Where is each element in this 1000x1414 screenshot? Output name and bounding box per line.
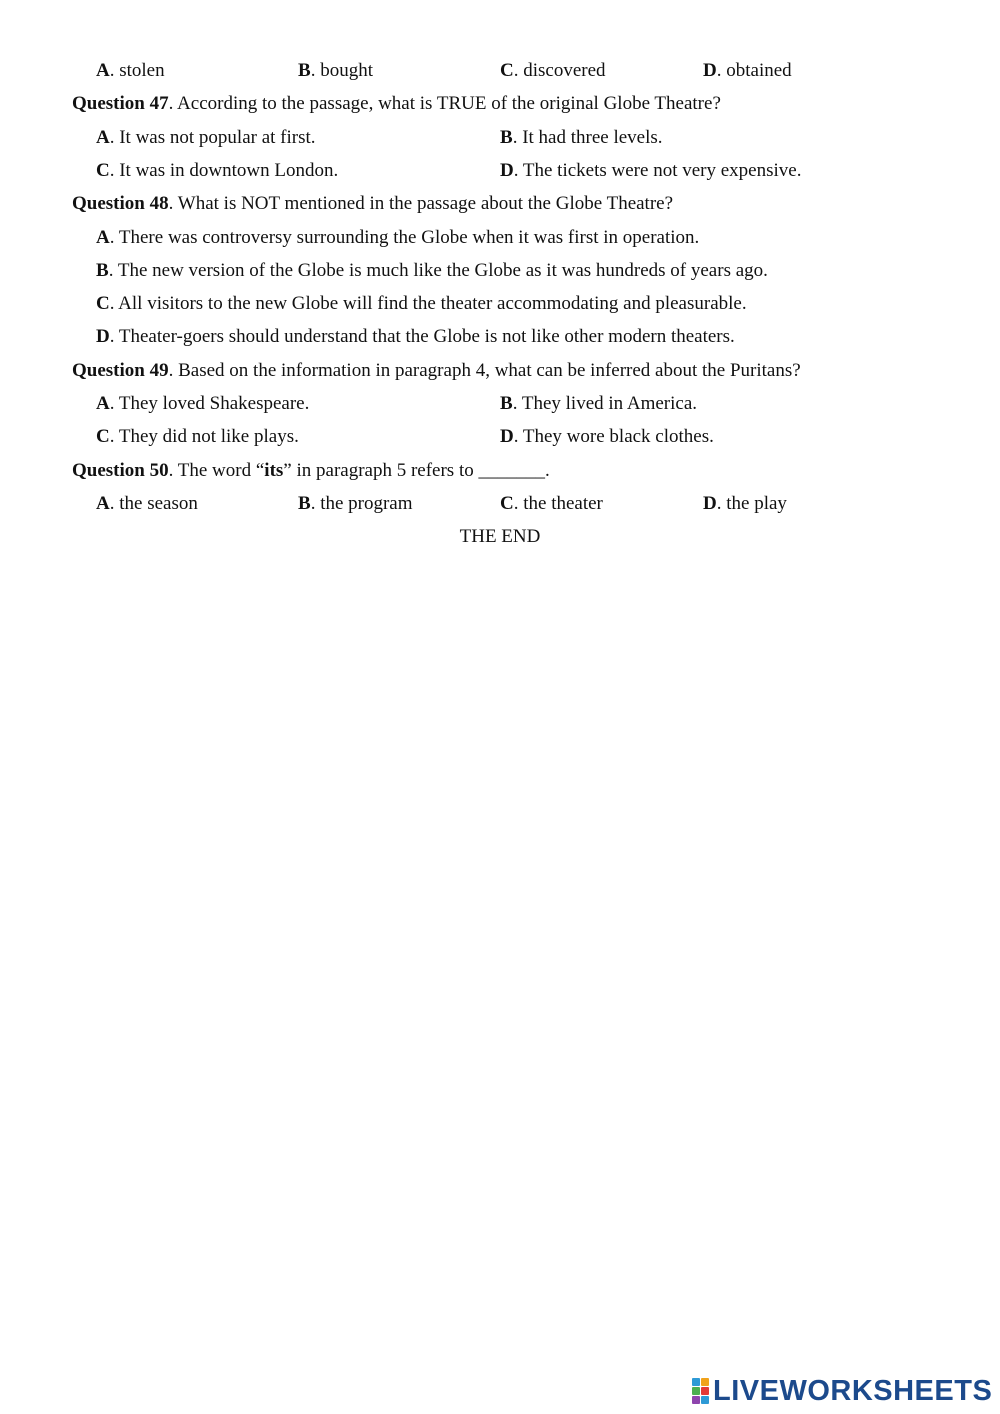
logo-tile — [692, 1387, 700, 1395]
q48-option-a: A. There was controversy surrounding the Globe when it was first in operation. — [96, 227, 700, 248]
q48-option-d: D. Theater-goers should understand that the Globe is not like other modern theaters. — [96, 326, 735, 347]
logo-tile — [692, 1396, 700, 1404]
q50-option-c: C. the theater — [500, 493, 603, 514]
q47-option-c: C. It was in downtown London. — [96, 160, 339, 181]
question-49: Question 49. Based on the information in paragraph 4, what can be inferred about the Puritans? — [72, 360, 801, 381]
logo-mark-icon — [692, 1378, 709, 1404]
q46-option-a: A. stolen — [96, 60, 165, 81]
q48-option-b: B. The new version of the Globe is much like the Globe as it was hundreds of years ago. — [96, 260, 768, 281]
q50-option-b: B. the program — [298, 493, 413, 514]
question-50: Question 50. The word “its” in paragraph 5 refers to _______. — [72, 460, 550, 481]
q47-option-a: A. It was not popular at first. — [96, 127, 316, 148]
q49-option-a: A. They loved Shakespeare. — [96, 393, 310, 414]
question-48: Question 48. What is NOT mentioned in the passage about the Globe Theatre? — [72, 193, 674, 214]
liveworksheets-logo — [692, 1376, 992, 1406]
q49-option-c: C. They did not like plays. — [96, 426, 299, 447]
logo-tile — [701, 1396, 709, 1404]
q46-option-d: D. obtained — [703, 60, 792, 81]
q47-option-d: D. The tickets were not very expensive. — [500, 160, 802, 181]
q46-option-c: C. discovered — [500, 60, 606, 81]
question-47: Question 47. According to the passage, what is TRUE of the original Globe Theatre? — [72, 93, 721, 114]
q47-option-b: B. It had three levels. — [500, 127, 663, 148]
q49-option-d: D. They wore black clothes. — [500, 426, 714, 447]
logo-tile — [692, 1378, 700, 1386]
q48-option-c: C. All visitors to the new Globe will find the theater accommodating and pleasurable. — [96, 293, 747, 314]
end-marker: THE END — [459, 526, 541, 547]
q50-option-a: A. the season — [96, 493, 198, 514]
q49-option-b: B. They lived in America. — [500, 393, 698, 414]
logo-tile — [701, 1378, 709, 1386]
q46-option-b: B. bought — [298, 60, 373, 81]
logo-tile — [701, 1387, 709, 1395]
q50-option-d: D. the play — [703, 493, 787, 514]
logo-text: LIVEWORKSHEETS — [713, 1374, 993, 1407]
